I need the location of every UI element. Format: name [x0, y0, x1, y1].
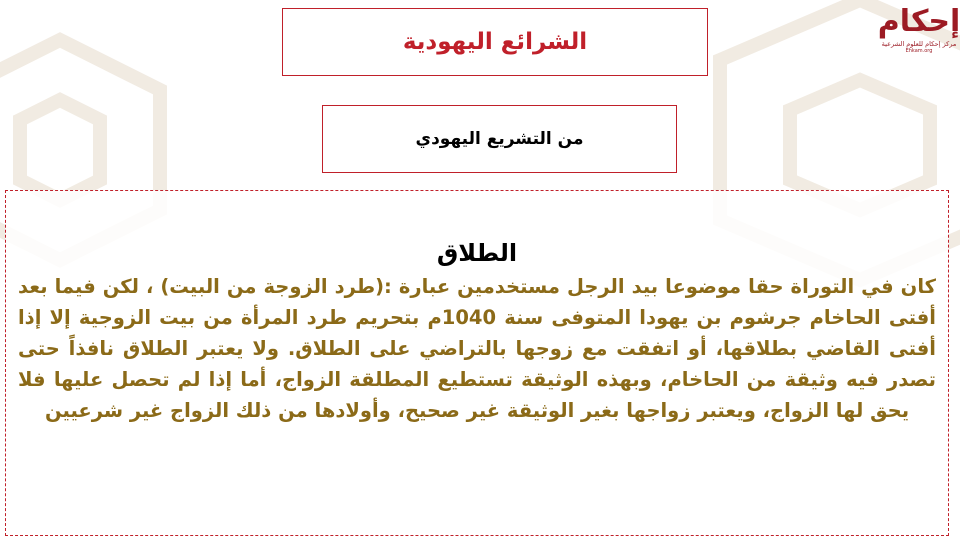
logo-wordmark: إحكام — [877, 4, 960, 39]
slide-subtitle: من التشريع اليهودي — [415, 129, 584, 149]
content-box — [5, 190, 949, 536]
slide-title: الشرائع اليهودية — [402, 29, 588, 55]
logo-subtitle: مركز إحكام للعلوم الشرعية — [881, 40, 957, 48]
logo-tagline: Ehkam.org — [905, 48, 933, 54]
body-paragraph: كان في التوراة حقا موضوعا بيد الرجل مستخدمين عبارة :(طرد الزوجة من البيت) ، لكن فيما بعد أفتى الحاخام جرشوم بن يهودا المتوفى سنة 1040م بتحريم طرد المرأة من بيت الزوجية إلا إذا أفتى القاضي بطلاقها، أو اتفقت مع زوجها بالتراضي على الطلاق. ولا يعتبر الطلاق نافذاً حتى تصدر فيه وثيقة من الحاخام، وبهذه الوثيقة تستطيع المطلقة الزواج، أما إذا لم تحصل عليها فلا يحق لها الزواج، ويعتبر زواجها بغير الوثيقة غير صحيح، وأولادها من ذلك الزواج غير شرعيين — [18, 275, 936, 422]
logo — [877, 4, 960, 68]
title-box — [282, 8, 708, 76]
subtitle-box — [322, 105, 677, 173]
section-heading: الطلاق — [436, 239, 518, 267]
